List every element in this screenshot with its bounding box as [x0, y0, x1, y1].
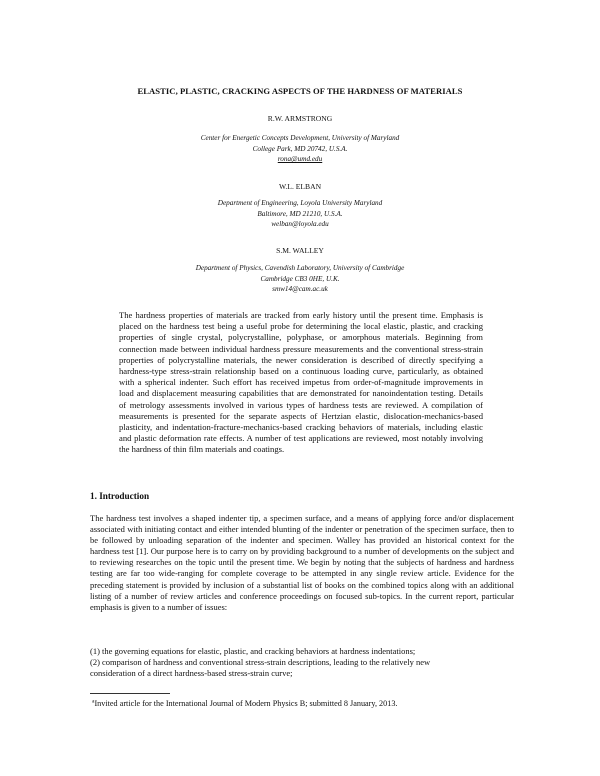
abstract-text: The hardness properties of materials are tracked from early history until the present time. Emphasis is placed on the hardness test being a useful probe for determining the local elastic, plastic, and cracking properties of single crystal, polycrystalline, polyphase, or amorphous materials. Beginning from connection made between individual hardness pressure measurements and the conventional stress-strain properties of polycrystalline materials, the newer consideration is described of directly specifying a hardness-type stress-strain relationship based on a continuous loading curve, particularly, as obtained with a spherical indenter. Such effort has received impetus from order-of-magnitude improvements in load and displacement measuring capabilities that are demonstrated for nanoindentation testing. Details of metrology assessments involved in various types of hardness tests are reviewed. A compilation of measurements is presented for the separate aspects of Hertzian elastic, dislocation-mechanics-based plasticity, and indentation-fracture-mechanics-based cracking behaviors of materials, including elastic and plastic deformation rate effects. A number of test applications are reviewed, most notably involving the hardness of thin film materials and coatings.	[119, 310, 483, 455]
section-body	[90, 513, 514, 613]
section-heading: 1. Introduction	[90, 491, 150, 501]
affiliation-line: Baltimore, MD 21210, U.S.A.	[257, 209, 343, 218]
affiliation-line: Department of Physics, Cavendish Laboratory, University of Cambridge	[195, 264, 405, 272]
issue-list	[90, 646, 514, 679]
list-item: (1) the governing equations for elastic, plastic, and cracking behaviors at hardness indentations;	[90, 646, 416, 656]
footnote-divider	[90, 693, 170, 694]
affiliation-line: Cambridge CB3 0HE, U.K.	[260, 274, 340, 283]
paper-title: ELASTIC, PLASTIC, CRACKING ASPECTS OF THE HARDNESS OF MATERIALS	[137, 86, 463, 96]
body-paragraph: The hardness test involves a shaped indenter tip, a specimen surface, and a means of applying force and/or displacement associated with initiating contact and either intended blunting of the indenter or penetration of the specimen surface, then to be followed by unloading separation of the indenter and specimen. Walley has provided an historical context for the hardness test [1]. Our purpose here is to carry on by providing background to a number of developments on the subject and to reviewing researches on the topic until the present time. We begin by noting that the subjects of hardness and hardness testing are far too wide-ranging for complete coverage to be attempted in any single review article. Evidence for the preceding statement is provided by inclusion of a substantial list of books on the combined topics along with an additional listing of a number of review articles and conference proceedings on focused sub-topics. In the current report, particular emphasis is given to a number of issues:	[90, 513, 514, 612]
author-name: R.W. ARMSTRONG	[267, 114, 333, 123]
author-affiliation	[0, 198, 600, 230]
author-email-link[interactable]: rona@umd.edu	[277, 155, 323, 163]
footnote-mark: a	[92, 698, 95, 705]
author-affiliation	[0, 133, 600, 165]
footnote	[92, 699, 397, 708]
author-affiliation	[0, 263, 600, 295]
list-item: consideration of a direct hardness-based stress-strain curve;	[90, 668, 293, 679]
author-email: welban@loyola.edu	[271, 220, 329, 228]
abstract	[119, 310, 483, 456]
author-name: S.M. WALLEY	[276, 246, 324, 255]
affiliation-line: Center for Energetic Concepts Development, University of Maryland	[200, 134, 400, 142]
author-email: smw14@cam.ac.uk	[272, 285, 328, 293]
author-name: W.L. ELBAN	[278, 182, 322, 191]
affiliation-line: College Park, MD 20742, U.S.A.	[252, 144, 348, 153]
affiliation-line: Department of Engineering, Loyola University Maryland	[217, 199, 383, 207]
list-item: (2) comparison of hardness and conventional stress-strain descriptions, leading to the relatively new	[90, 657, 431, 668]
footnote-text: Invited article for the International Journal of Modern Physics B; submitted 8 January, 2013.	[94, 699, 398, 708]
